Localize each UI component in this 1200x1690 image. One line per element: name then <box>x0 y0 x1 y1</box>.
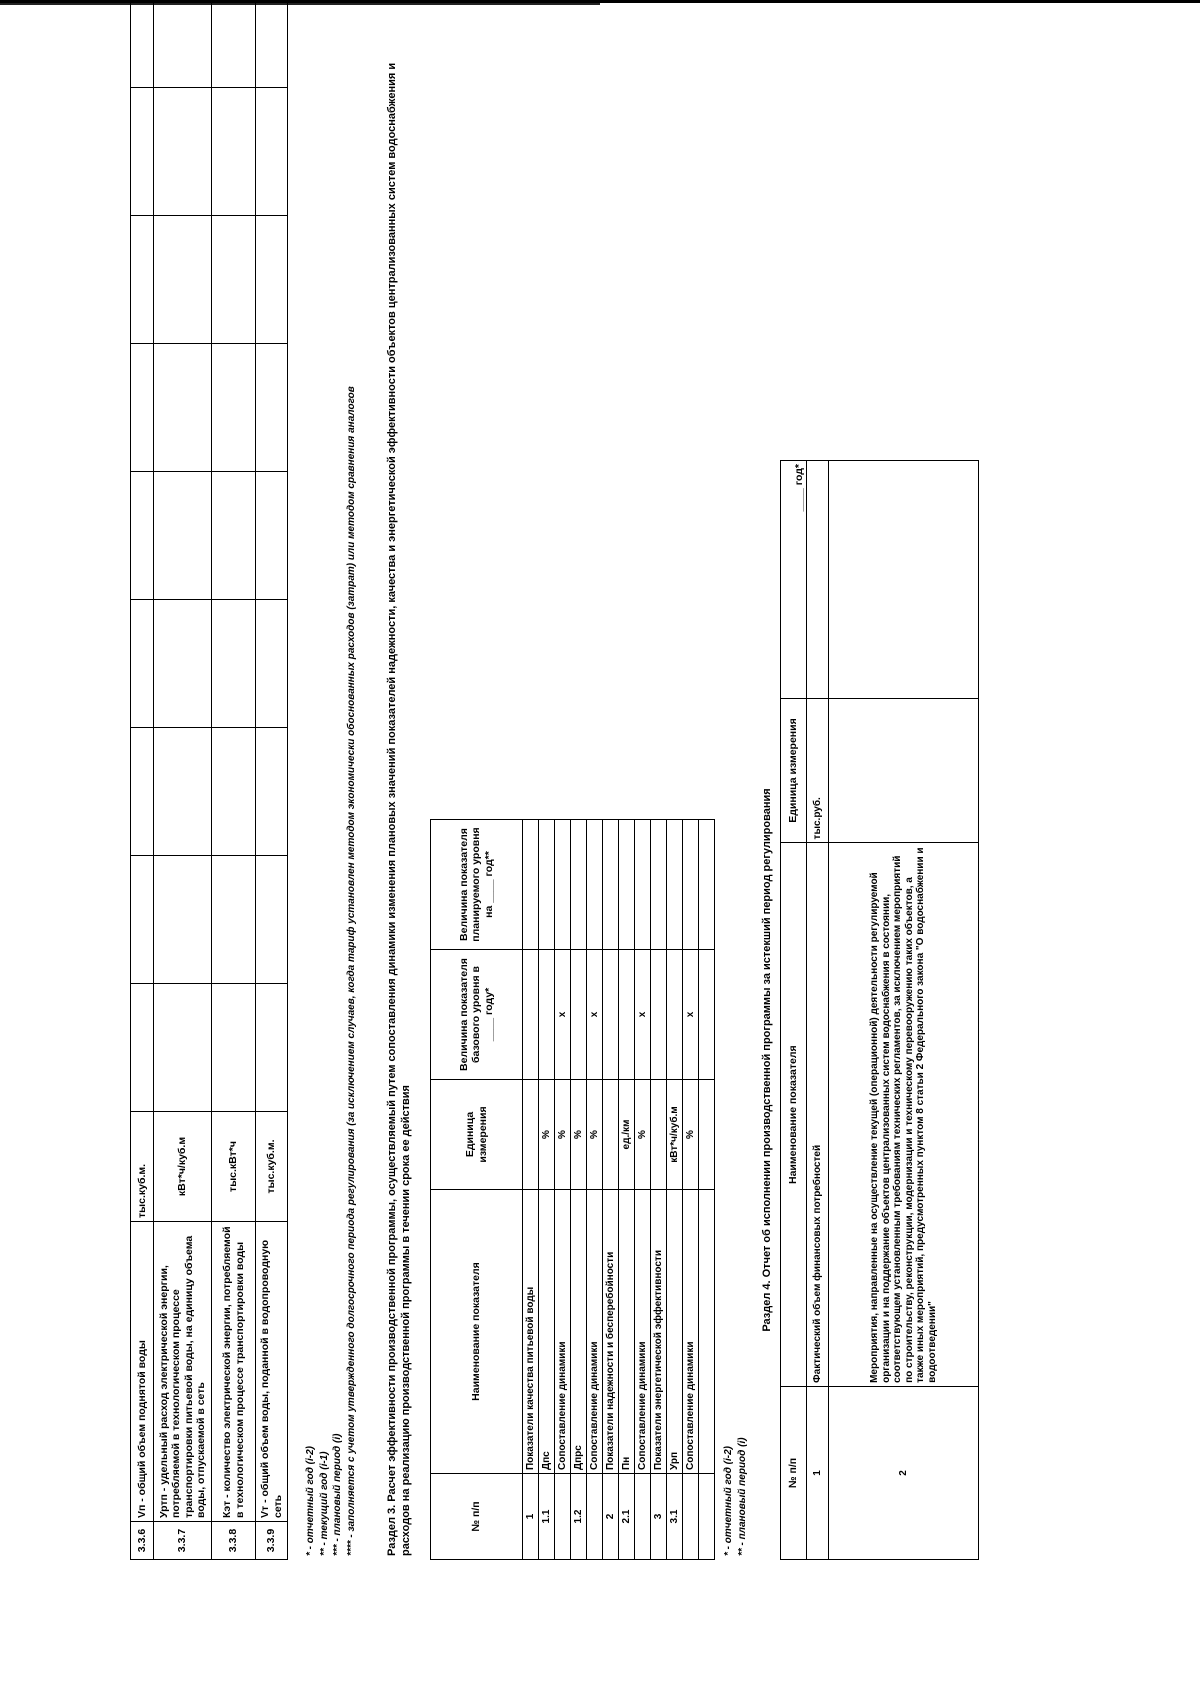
row-unit <box>523 1080 539 1190</box>
row-number <box>555 1474 571 1560</box>
table-row <box>571 820 587 1560</box>
row-name: Сопоставление динамики <box>587 1190 603 1474</box>
row-name: Дпрс <box>571 1190 587 1474</box>
row-number: 3.1 <box>667 1474 683 1560</box>
row-plan-value <box>523 820 539 950</box>
row-unit: % <box>571 1080 587 1190</box>
row-name: Кэт - количество электрической энергии, потребляемой в технологическом процессе транспортировки воды <box>212 1222 256 1522</box>
row-number: 2 <box>603 1474 619 1560</box>
section-3-title: Раздел 3. Расчет эффективности производственной программы, осуществляемый путем сопоставления динамики изменения плановых значений показателей надежности, качества и энергетической эффективности объектов централизованных систем водоснабжения и расходов на реализацию производственной программы в течении срока ее действия <box>386 62 413 1556</box>
table-row <box>667 820 683 1560</box>
row-name: Мероприятия, направленные на осуществление текущей (операционной) деятельности регулируемой организации и на поддержание объектов централизованных систем водоснабжения в состоянии, соответствующем установленным требованиям технических регламентов, за исключением мероприятий по строительству, реконструкции, модернизации и техническому перевооружению таких объектов, а также иных мероприятий, предусмотренных пунктом 8 статьи 2 Федерального закона "О водоснабжении и водоотведении" <box>829 843 979 1386</box>
row-name: Урп <box>667 1190 683 1474</box>
row-unit: тыс.кВт*ч <box>212 1112 256 1222</box>
row-base-value: x <box>555 950 571 1080</box>
table-row <box>699 820 715 1560</box>
row-unit: тыс.куб.м. <box>256 1112 288 1222</box>
footnote: * - отчетный год (i-2) <box>305 1445 316 1556</box>
row-base-value: x <box>635 950 651 1080</box>
section-4-title: Раздел 4. Отчет об исполнении производственной программы за истекший период регулирования <box>761 788 773 1332</box>
table-row <box>131 0 154 1560</box>
row-plan-value <box>699 820 715 950</box>
header-number: № п/п <box>431 1474 523 1560</box>
row-name: Показатели надежности и бесперебойности <box>603 1190 619 1474</box>
row-name: Показатели качества питьевой воды <box>523 1190 539 1474</box>
table-row <box>683 820 699 1560</box>
row-name: Vп - общий объем поднятой воды <box>131 1222 154 1522</box>
row-name: Уртп - удельный расход электрической энергии, потребляемой в технологическом процессе транспортировки питьевой воды, на единицу объема воды, отпускаемой в сеть <box>154 1222 212 1522</box>
footnotes <box>722 956 749 1556</box>
row-unit: ед./км <box>619 1080 635 1190</box>
row-unit: % <box>539 1080 555 1190</box>
row-base-value: x <box>683 950 699 1080</box>
row-value <box>829 461 979 699</box>
row-number: 3.3.8 <box>212 1522 256 1560</box>
footnote: **** - заполняется с учетом утвержденного долгосрочного периода регулирования (за исключением случаев, когда тариф установлен методом экономически обоснованных расходов (затрат) или методом сравнения аналогов <box>345 386 357 1556</box>
row-plan-value <box>619 820 635 950</box>
table-row <box>651 820 667 1560</box>
efficiency-table <box>430 819 715 1560</box>
row-unit: кВт*ч/куб.м <box>154 1112 212 1222</box>
row-unit <box>651 1080 667 1190</box>
header-number: № п/п <box>781 1386 807 1559</box>
row-number: 2 <box>829 1386 979 1559</box>
row-number: 1 <box>523 1474 539 1560</box>
table-row <box>256 0 288 1560</box>
row-name: Дпс <box>539 1190 555 1474</box>
row-unit: % <box>635 1080 651 1190</box>
table-header-row <box>431 820 523 1560</box>
table-row <box>619 820 635 1560</box>
row-value <box>807 461 829 699</box>
table-row <box>829 461 979 1560</box>
row-plan-value <box>683 820 699 950</box>
row-plan-value <box>587 820 603 950</box>
table-row <box>523 820 539 1560</box>
row-plan-value <box>651 820 667 950</box>
table-row <box>539 820 555 1560</box>
row-plan-value <box>635 820 651 950</box>
row-base-value <box>571 950 587 1080</box>
footnote: * - отчетный год (i-2) <box>723 1445 734 1556</box>
row-number: 2.1 <box>619 1474 635 1560</box>
row-number: 3.3.9 <box>256 1522 288 1560</box>
row-unit <box>829 698 979 843</box>
row-number: 3 <box>651 1474 667 1560</box>
table-header-row <box>781 461 807 1560</box>
footnotes <box>304 16 358 1556</box>
row-unit: кВт*ч/куб.м <box>667 1080 683 1190</box>
row-name: Vт - общий объем воды, поданной в водопроводную сеть <box>256 1222 288 1522</box>
row-plan-value <box>539 820 555 950</box>
header-unit: Единица измерения <box>781 698 807 843</box>
row-base-value <box>667 950 683 1080</box>
table-row <box>635 820 651 1560</box>
footnote: *** - плановый период (i) <box>332 1433 343 1556</box>
row-base-value <box>539 950 555 1080</box>
row-base-value <box>603 950 619 1080</box>
row-number <box>683 1474 699 1560</box>
row-name: Сопоставление динамики <box>555 1190 571 1474</box>
row-base-value <box>523 950 539 1080</box>
row-unit: тыс.руб. <box>807 698 829 843</box>
row-name: Сопоставление динамики <box>683 1190 699 1474</box>
row-name: Сопоставление динамики <box>635 1190 651 1474</box>
row-unit: % <box>683 1080 699 1190</box>
row-base-value <box>651 950 667 1080</box>
row-number <box>587 1474 603 1560</box>
row-name <box>699 1190 715 1474</box>
row-number: 1.2 <box>571 1474 587 1560</box>
document-page <box>130 0 1200 1560</box>
header-unit: Единица измерения <box>431 1080 523 1190</box>
row-unit: % <box>555 1080 571 1190</box>
row-base-value <box>619 950 635 1080</box>
row-base-value: x <box>587 950 603 1080</box>
table-row <box>212 0 256 1560</box>
row-base-value <box>699 950 715 1080</box>
row-number: 3.3.7 <box>154 1522 212 1560</box>
header-plan: Величина показателя планируемого уровня на ____ год** <box>431 820 523 950</box>
table-row <box>587 820 603 1560</box>
row-plan-value <box>571 820 587 950</box>
row-number <box>635 1474 651 1560</box>
row-number <box>699 1474 715 1560</box>
row-plan-value <box>603 820 619 950</box>
header-name: Наименование показателя <box>431 1190 523 1474</box>
table-row <box>154 0 212 1560</box>
row-unit: % <box>587 1080 603 1190</box>
row-name: Показатели энергетической эффективности <box>651 1190 667 1474</box>
report-table <box>780 460 979 1560</box>
footnote: ** - плановый период (i) <box>736 1437 748 1556</box>
row-number: 1.1 <box>539 1474 555 1560</box>
table-row <box>603 820 619 1560</box>
header-name: Наименование показателя <box>781 843 807 1386</box>
row-unit: тыс.куб.м. <box>131 1112 154 1222</box>
row-name: Фактический объем финансовых потребностей <box>807 843 829 1386</box>
indicators-table-continued <box>130 0 288 1560</box>
footnote: ** - текущий год (i-1) <box>318 1451 330 1556</box>
row-plan-value <box>555 820 571 950</box>
row-number: 3.3.6 <box>131 1522 154 1560</box>
table-row <box>555 820 571 1560</box>
row-number: 1 <box>807 1386 829 1559</box>
row-name: Пн <box>619 1190 635 1474</box>
header-base: Величина показателя базового уровня в ____ году* <box>431 950 523 1080</box>
header-year: ____ год* <box>781 461 807 699</box>
row-unit <box>699 1080 715 1190</box>
row-plan-value <box>667 820 683 950</box>
row-unit <box>603 1080 619 1190</box>
table-row <box>807 461 829 1560</box>
